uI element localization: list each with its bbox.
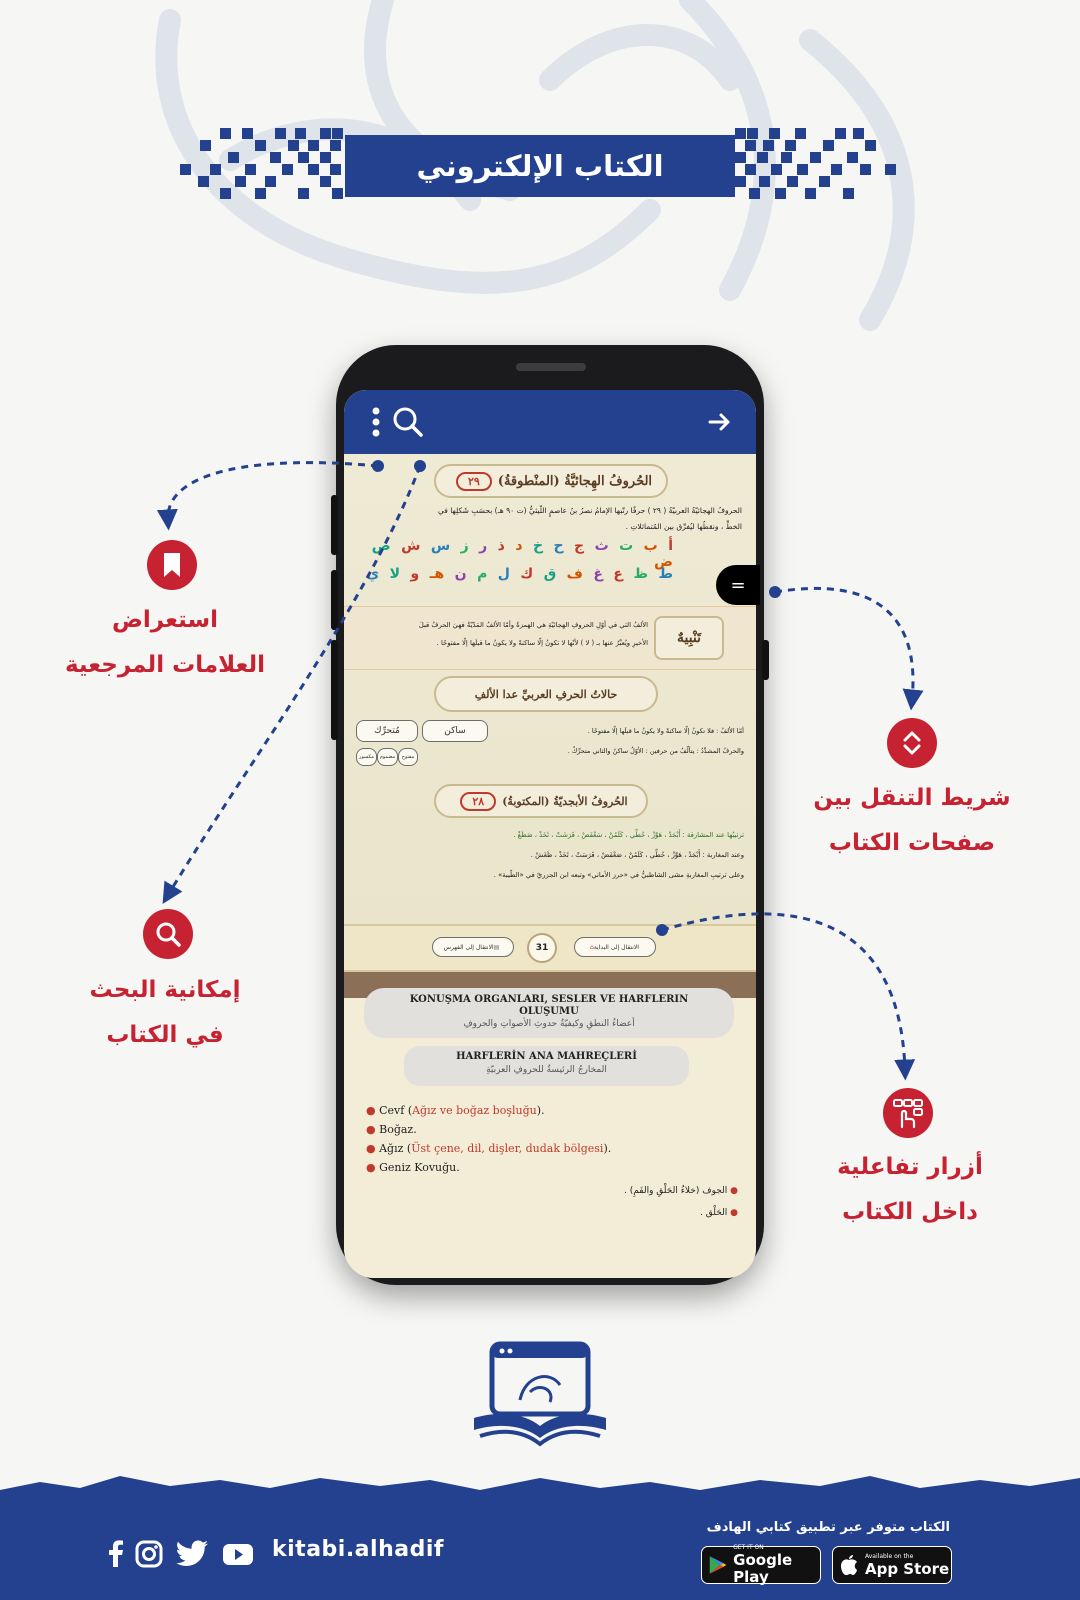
letter: ض — [654, 554, 673, 570]
google-play-icon — [708, 1553, 727, 1577]
note-line: الألفُ التي في أوّلِ الحروفِ الهجائيّةِ هي الهمزةُ وأمّا الألفُ المَدّيّةُ فهيَ الحرفُ قبلَ — [418, 621, 648, 629]
paragraph-line: أمّا الألفُ : فلا تكونُ إلّا ساكنةً ولا يكونُ ما قبلَها إلّا مفتوحًا . — [587, 727, 744, 735]
phone-side-button — [331, 570, 338, 630]
arabic-list-item: ● الحَلْق . — [700, 1208, 738, 1218]
chapter-title-box — [364, 988, 734, 1038]
google-play-small: GET IT ON — [733, 1544, 764, 1551]
navbar-feature-label: شريط التنقل بين صفحات الكتاب — [813, 785, 1011, 856]
youtube-link[interactable] — [222, 1540, 254, 1568]
letter: خ — [532, 538, 544, 554]
page-number: 31 — [527, 933, 557, 963]
book-heading: حالاتُ الحرفِ العربيِّ عدا الألفِ — [434, 676, 658, 712]
search-feature-icon — [143, 909, 193, 959]
app-store-big: App Store — [865, 1559, 950, 1578]
letter: ف — [566, 566, 583, 582]
letter: غ — [593, 566, 603, 582]
state-button-madmum[interactable]: مضموم — [377, 748, 398, 766]
interactive-feature-icon — [883, 1088, 933, 1138]
page-navigation-strip — [344, 924, 756, 972]
go-to-index-label: الانتقال إلى الفهرس — [443, 943, 494, 951]
letter: ي — [366, 566, 380, 582]
letter: لا — [389, 566, 401, 582]
home-icon: ⌂ — [590, 943, 594, 951]
heading-number: ٢٨ — [460, 792, 496, 811]
letter: م — [477, 566, 488, 582]
letter: أ — [668, 538, 673, 554]
note-line: الأخيرِ ويُعبَّرُ عنها بـ ( لا ) لأنّها لا تكونُ إلّا ساكنةً ولا يكونُ ما قبلَها إلّا مفتوحًا . — [436, 639, 648, 647]
letter: ل — [497, 566, 510, 582]
section-title: HARFLERİN ANA MAHREÇLERİ — [456, 1051, 637, 1062]
social-handle: kitabi.alhadif — [272, 1537, 444, 1562]
pixel-decoration-right — [735, 128, 900, 204]
letter: ز — [460, 538, 469, 554]
availability-text: الكتاب متوفر عبر تطبيق كتابي الهادف — [706, 1520, 950, 1535]
search-button[interactable] — [388, 400, 428, 444]
more-vertical-icon — [371, 407, 381, 437]
letter: ق — [543, 566, 557, 582]
letter: ت — [619, 538, 634, 554]
search-feature-label: إمكانية البحث في الكتاب — [89, 977, 241, 1048]
paragraph-line: الخطِّ ، ونقطُها ليُفرِّق بين المُتماثلاتِ . — [625, 522, 742, 531]
letter: ظ — [633, 566, 648, 582]
facebook-link[interactable] — [102, 1540, 130, 1568]
state-button-sakin[interactable]: ساكن — [422, 720, 488, 742]
letter: ط — [658, 566, 673, 582]
twitter-link[interactable] — [175, 1540, 209, 1568]
arabic-list-item: ● الجوف (خلاءُ الحَلْقِ والفَمِ) . — [624, 1186, 738, 1196]
page-navigation-drawer-tab[interactable]: = — [716, 565, 760, 605]
note-label: تَنْبِيهٌ — [654, 616, 724, 660]
book-page-2 — [344, 972, 756, 1278]
letter: ن — [454, 566, 467, 582]
letter: ع — [613, 566, 623, 582]
paragraph-line: الحروفُ الهجائيّةُ العربيّةُ ( ٢٩ ) حرفًا رتّبها الإمامُ نصرُ بنُ عاصمٍ اللّيثيُّ (ت ٩٠ هـ) بحسَبِ شَكلِها في — [438, 506, 742, 515]
phone-side-button — [331, 640, 338, 740]
letter: ذ — [497, 538, 505, 554]
phone-power-button — [762, 640, 769, 680]
page-title-banner — [345, 135, 735, 197]
go-to-start-button[interactable] — [574, 937, 656, 957]
app-store-small: Available on the — [865, 1552, 914, 1560]
youtube-icon — [222, 1540, 254, 1568]
letter: ح — [553, 538, 564, 554]
letter: د — [515, 538, 523, 554]
bookmarks-feature-label: استعراض العلامات المرجعية — [64, 607, 266, 678]
letter: ث — [594, 538, 609, 554]
list-item: ● Boğaz. — [366, 1123, 417, 1136]
interactive-feature-label: أزرار تفاعلية داخل الكتاب — [837, 1154, 983, 1225]
book-heading — [434, 784, 648, 818]
arrow-right-icon — [708, 412, 732, 432]
abjad-line: وعند المغاربة : أَبْجَدْ ، هَوَّزْ ، حُطِّي ، كَلَمُنْ ، صَعْفَضْ ، قَرَسَتْ ، ثَخَذْ ، ظَغَشْ . — [530, 851, 744, 859]
apple-icon — [839, 1553, 859, 1577]
letter: هـ — [429, 566, 445, 582]
letter: ج — [574, 538, 585, 554]
letter: ك — [520, 566, 534, 582]
bookmark-icon — [162, 552, 182, 578]
letter: ش — [401, 538, 421, 554]
up-down-icon — [901, 729, 923, 757]
chapter-title: KONUŞMA ORGANLARI, SESLER VE HARFLERIN OLUŞUMU — [409, 994, 689, 1017]
search-icon — [154, 920, 182, 948]
app-logo — [470, 1340, 610, 1450]
letter: ص — [371, 538, 391, 554]
letter: و — [410, 566, 420, 582]
abjad-line: ترتيبُها عند المشارقة : أَبْجَدْ ، هَوَّزْ ، حُطِّي ، كَلَمُنْ ، سَعْفَصْ ، قَرَشَتْ ، ثَخَذْ ، ضَظَغْ . — [513, 831, 744, 839]
google-play-button[interactable] — [701, 1546, 821, 1584]
heading-text: الحُروفُ الهِجائيَّةُ (المنْطوقةُ) — [497, 473, 653, 489]
twitter-icon — [175, 1540, 209, 1568]
state-button-mutaharrik[interactable]: مُتحرِّك — [356, 720, 418, 742]
paragraph-line: والحرفُ المشدَّدُ : يتألّفُ من حرفين : الأوّلُ ساكنٌ والثاني متحرِّكٌ . — [567, 747, 744, 755]
letters-row-2 — [363, 566, 676, 582]
book-page-1 — [344, 454, 756, 972]
heading-text: الحُروفُ الأبجديّةُ (المكتوبةُ) — [502, 794, 628, 808]
instagram-link[interactable] — [135, 1540, 163, 1568]
app-store-button[interactable] — [832, 1546, 952, 1584]
navbar-feature-icon — [887, 718, 937, 768]
instagram-icon — [135, 1540, 163, 1568]
phone-screen — [344, 390, 756, 1278]
app-bar — [344, 390, 756, 454]
google-play-big: Google Play — [733, 1551, 793, 1586]
chapter-title-arabic: أعضاءُ النطقِ وكيفيّةُ حدوثِ الأصواتِ والحروفِ — [463, 1019, 635, 1029]
interactive-buttons-icon — [892, 1097, 924, 1129]
bookmarks-feature-icon — [147, 540, 197, 590]
facebook-icon — [102, 1540, 130, 1568]
search-icon — [392, 406, 424, 438]
go-to-index-button[interactable] — [432, 937, 514, 957]
state-button-maftuh[interactable]: مفتوح — [398, 748, 418, 766]
go-to-start-label: الانتقال إلى البداية — [593, 943, 639, 951]
list-item: ● Cevf (Ağız ve boğaz boşluğu). — [366, 1104, 545, 1117]
index-icon: ▤ — [493, 943, 500, 951]
state-button-maksur[interactable]: مكسور — [356, 748, 377, 766]
page-title: الكتاب الإلكتروني — [416, 149, 664, 183]
pixel-decoration-left — [180, 128, 345, 204]
section-title-box — [404, 1046, 689, 1086]
forward-button[interactable] — [700, 400, 740, 444]
letter: س — [430, 538, 451, 554]
list-item: ● Ağız (Üst çene, dil, dişler, dudak bölgesi). — [366, 1142, 612, 1155]
phone-speaker — [516, 363, 586, 371]
letter: ر — [479, 538, 488, 554]
list-item: ● Geniz Kovuğu. — [366, 1161, 460, 1174]
heading-number: ٢٩ — [456, 472, 492, 491]
phone-side-button — [331, 495, 338, 555]
section-title-arabic: المخارجُ الرئيسةُ للحروفِ العربيّةِ — [486, 1065, 607, 1075]
abjad-line: وعلى ترتيبِ المغاربةِ مشى الشاطبيُّ في «حرز الأماني» وتبعه ابن الجزريّ في «الطّيبة» . — [493, 871, 744, 879]
book-heading — [434, 464, 668, 498]
letter: ب — [643, 538, 658, 554]
